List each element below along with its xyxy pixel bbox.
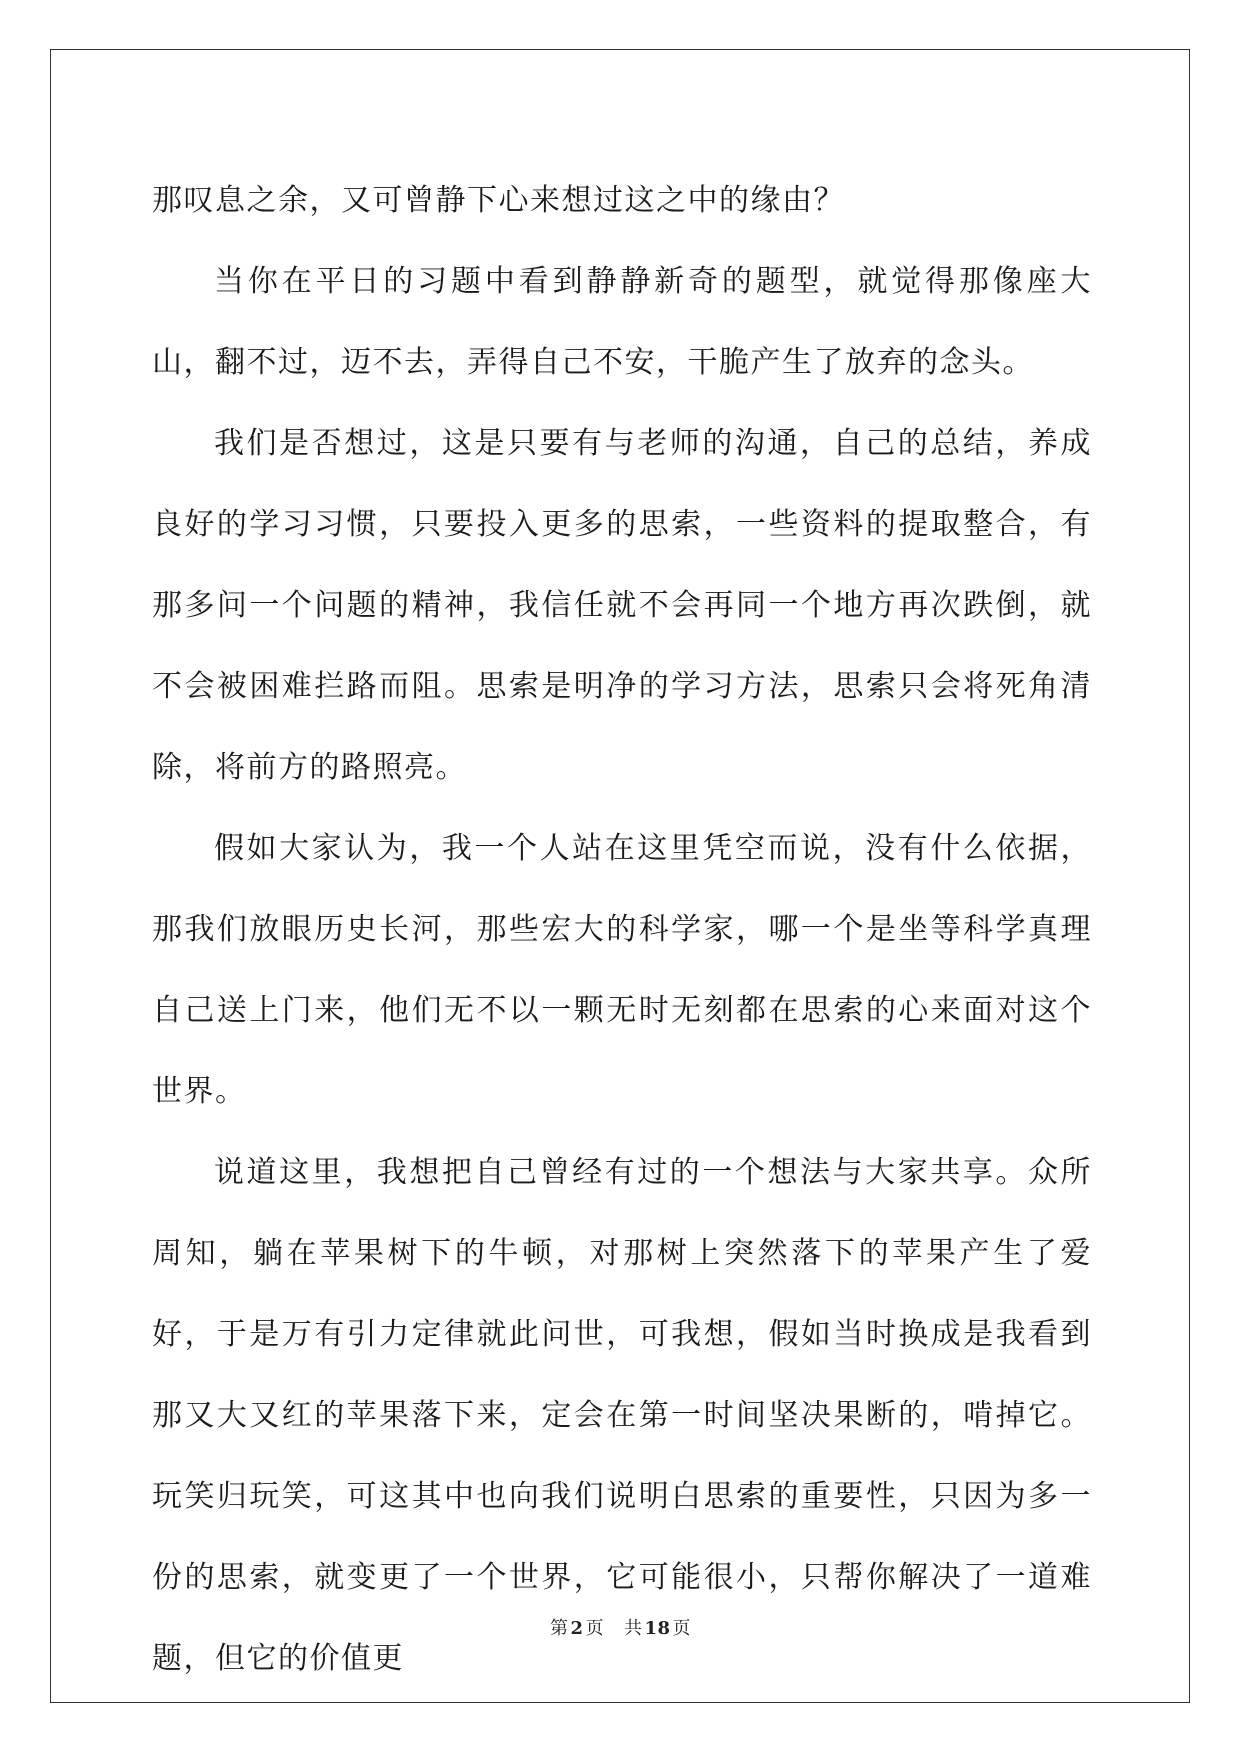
paragraph-2: 当你在平日的习题中看到静静新奇的题型，就觉得那像座大山，翻不过，迈不去，弄得自己不安，干脆产生了放弃的念头。 [152, 264, 1092, 380]
page-prefix: 第 [549, 1618, 569, 1639]
page-suffix: 页 [585, 1618, 604, 1639]
document-body [152, 160, 1092, 1699]
page-number: 2 [570, 1618, 584, 1639]
total-pages: 18 [644, 1618, 671, 1639]
paragraph-1: 那叹息之余，又可曾静下心来想过这之中的缘由？ [152, 183, 845, 218]
paragraph-3: 我们是否想过，这是只要有与老师的沟通，自己的总结，养成良好的学习习惯，只要投入更多的思索，一些资料的提取整合，有那多问一个问题的精神，我信任就不会再同一个地方再次跌倒，就不会被困难拦路而阻。思索是明净的学习方法，思索只会将死角清除，将前方的路照亮。 [152, 426, 1092, 785]
total-prefix: 共 [623, 1618, 643, 1639]
paragraph-4: 假如大家认为，我一个人站在这里凭空而说，没有什么依据，那我们放眼历史长河，那些宏大的科学家，哪一个是坐等科学真理自己送上门来，他们无不以一颗无时无刻都在思索的心来面对这个世界。 [152, 831, 1092, 1109]
paragraph-5: 说道这里，我想把自己曾经有过的一个想法与大家共享。众所周知，躺在苹果树下的牛顿，对那树上突然落下的苹果产生了爱好，于是万有引力定律就此问世，可我想，假如当时换成是我看到那又大又红的苹果落下来，定会在第一时间坚决果断的，啃掉它。玩笑归玩笑，可这其中也向我们说明白思索的重要性，只因为多一份的思索，就变更了一个世界，它可能很小，只帮你解决了一道难题，但它的价值更 [152, 1155, 1092, 1676]
total-suffix: 页 [672, 1618, 692, 1639]
page-footer [0, 1614, 1241, 1640]
